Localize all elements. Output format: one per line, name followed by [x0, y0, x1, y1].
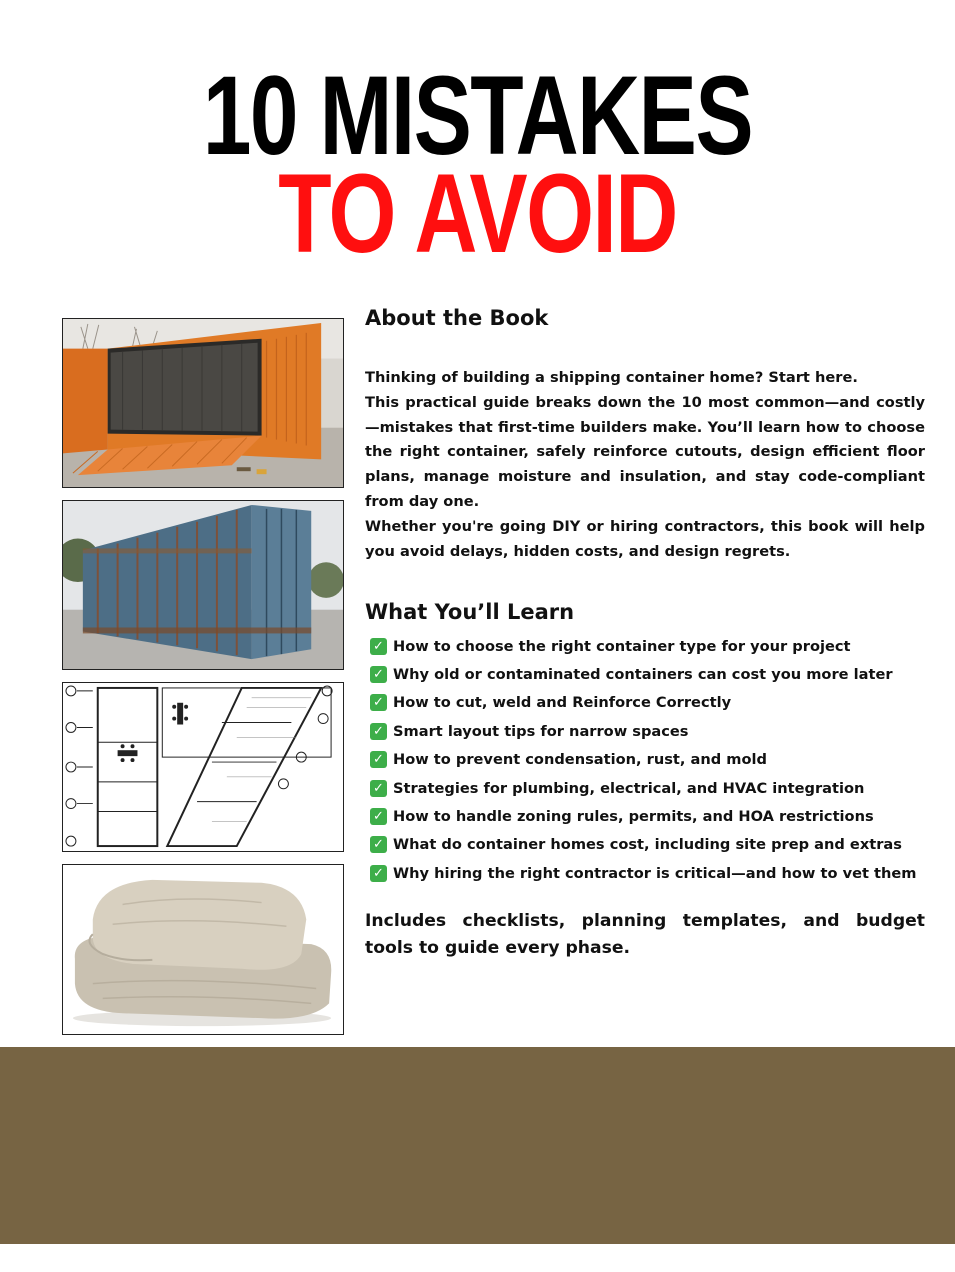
- floor-plan-drawing: [62, 682, 344, 852]
- list-item-text: Why hiring the right contractor is critical—and how to vet them: [393, 864, 917, 882]
- check-icon: ✓: [370, 808, 387, 825]
- learn-list: [370, 632, 925, 888]
- about-heading: About the Book: [365, 306, 549, 330]
- list-item: [370, 746, 925, 774]
- list-item: [370, 660, 925, 688]
- check-icon: ✓: [370, 666, 387, 683]
- about-paragraph: This practical guide breaks down the 10 most common—and costly—mistakes that first-time builders make. You’ll learn how to choose the right container, safely reinforce cutouts, design efficient floor plans, manage moisture and insulation, and stay code-compliant from day one.: [365, 393, 925, 510]
- about-body: [365, 366, 925, 564]
- list-item-text: Why old or contaminated containers can cost you more later: [393, 666, 893, 684]
- check-icon: ✓: [370, 638, 387, 655]
- check-icon: ✓: [370, 751, 387, 768]
- list-item-text: How to cut, weld and Reinforce Correctly: [393, 694, 732, 712]
- check-icon: ✓: [370, 694, 387, 711]
- check-icon: ✓: [370, 723, 387, 740]
- list-item: [370, 717, 925, 745]
- bottom-band: [0, 1047, 955, 1244]
- list-item: [370, 689, 925, 717]
- about-paragraph: Whether you're going DIY or hiring contractors, this book will help you avoid delays, hidden costs, and design regrets.: [365, 517, 925, 560]
- list-item: [370, 802, 925, 830]
- list-item-text: How to choose the right container type for your project: [393, 637, 851, 655]
- orange-container-photo: [62, 318, 344, 488]
- list-item: [370, 774, 925, 802]
- list-item-text: How to prevent condensation, rust, and mold: [393, 751, 767, 769]
- title-line-1: 10 MISTAKES: [202, 53, 753, 178]
- rusty-blue-container-photo: [62, 500, 344, 670]
- closing-note: Includes checklists, planning templates, and budget tools to guide every phase.: [365, 911, 925, 958]
- list-item: [370, 859, 925, 887]
- check-icon: ✓: [370, 836, 387, 853]
- list-item-text: What do container homes cost, including site prep and extras: [393, 836, 902, 854]
- list-item: [370, 831, 925, 859]
- list-item-text: Strategies for plumbing, electrical, and HVAC integration: [393, 779, 865, 797]
- learn-heading: What You’ll Learn: [365, 600, 575, 624]
- list-item-text: Smart layout tips for narrow spaces: [393, 722, 689, 740]
- check-icon: ✓: [370, 780, 387, 797]
- list-item: [370, 632, 925, 660]
- insulation-roll-photo: [62, 864, 344, 1035]
- list-item-text: How to handle zoning rules, permits, and HOA restrictions: [393, 808, 874, 826]
- title-line-2: TO AVOID: [278, 151, 677, 276]
- check-icon: ✓: [370, 865, 387, 882]
- about-paragraph: Thinking of building a shipping container home? Start here.: [365, 369, 858, 386]
